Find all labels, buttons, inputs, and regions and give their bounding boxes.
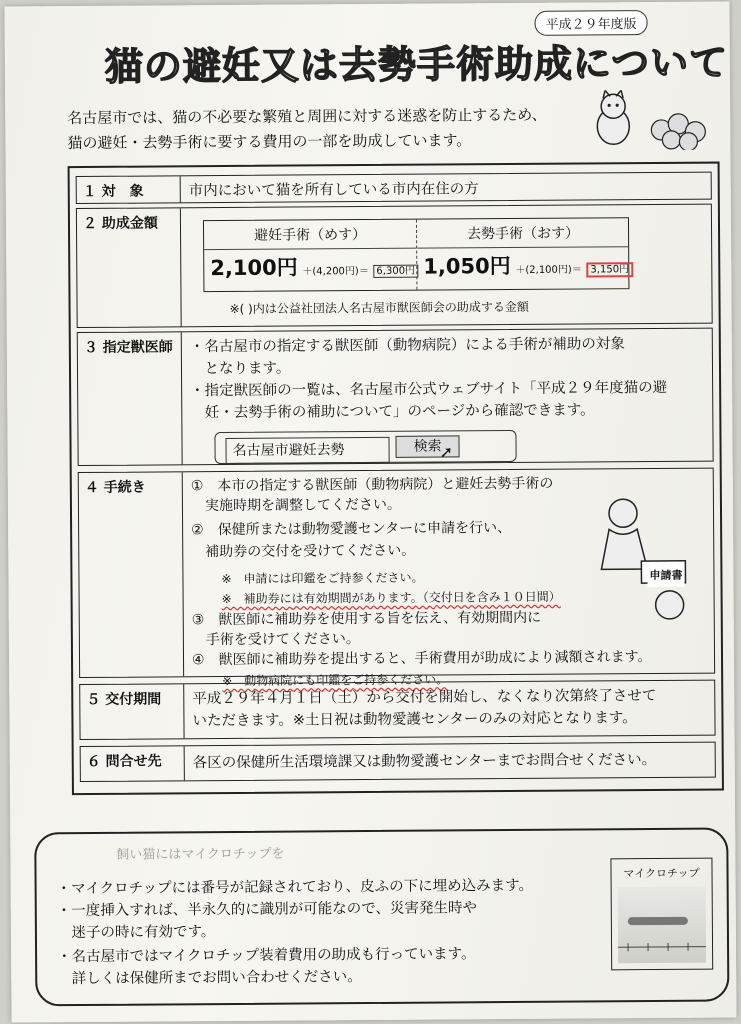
vets-line-1: ・名古屋市の指定する獣医師（動物病院）による手術が補助の対象 (189, 336, 625, 356)
flyer-page (4, 1, 736, 1022)
fee-footnote: ※( )内は公益社団法人名古屋市獣医師会の助成する金額 (229, 299, 529, 316)
search-button[interactable]: 検索 (395, 435, 459, 457)
fee-male-amount: 1,050円 (423, 254, 511, 279)
subsidy-cell (189, 209, 705, 316)
fee-female-extra: ＋(4,200円)＝ (302, 266, 369, 278)
intro-line-1: 名古屋市では、猫の不必要な繁殖と周囲に対する迷惑を防止するため、 (67, 105, 547, 128)
step-2-line-1: ② 保健所または動物愛護センターに申請を行い、 (191, 520, 512, 539)
note-seal: ※ 申請には印鑑をご持参ください。 (221, 570, 424, 587)
procedure-cell (190, 469, 707, 689)
search-bar (214, 430, 516, 464)
microchip-image-icon (618, 887, 707, 964)
info-table (68, 162, 724, 796)
vets-line-3: ・指定獣医師の一覧は、名古屋市公式ウェブサイト「平成２９年度猫の避 (190, 379, 668, 400)
microchip-bullet-1: ・マイクロチップには番号が記録されており、皮ふの下に埋め込みます。 (56, 877, 533, 898)
cat-illustration-icon (583, 90, 713, 151)
row-target-text: 市内において猫を所有している市内在住の方 (188, 181, 479, 200)
step-3-line-2: 手術を受けてください。 (191, 631, 360, 649)
row-vets (77, 328, 714, 466)
step-1-line-1: ① 本市の指定する獣医師（動物病院）と避妊去勢手術の (190, 475, 554, 495)
microchip-bullet-5: 詳しくは保健所までお問い合わせください。 (57, 969, 362, 988)
vets-line-2: となります。 (189, 360, 291, 378)
cursor-icon: ➚ (439, 442, 454, 462)
note-clinic-seal: ※ 動物病院にも印鑑をご持参ください。 (222, 672, 449, 689)
page-title: 猫の避妊又は去勢手術助成について (104, 40, 729, 89)
row-procedure (78, 468, 715, 689)
intro-text (67, 102, 587, 156)
row-period (79, 680, 715, 740)
microchip-photo (610, 858, 713, 971)
row-vets-label: ３ 指定獣医師 (78, 332, 183, 465)
fee-male-header: 去勢手術（おす） (467, 225, 580, 243)
fee-female (204, 220, 416, 291)
row-contact-label: ６ 問合せ先 (81, 746, 185, 781)
period-cell (192, 685, 708, 733)
row-procedure-label: ４ 手続き (79, 472, 184, 677)
fee-table (203, 217, 629, 292)
fee-male-extra: ＋(2,100円)＝ (515, 264, 582, 276)
intro-line-2: 猫の避妊・去勢手術に要する費用の一部を助成しています。 (67, 131, 472, 153)
fee-male (416, 218, 629, 289)
row-target-label: １ 対 象 (77, 176, 181, 203)
note-validity: ※ 補助券には有効期間があります。（交付日を含み１０日間） (221, 589, 561, 607)
row-contact (80, 742, 716, 782)
vets-cell (189, 333, 707, 462)
fee-male-total: 3,150円 (586, 262, 633, 277)
search-input[interactable]: 名古屋市避妊去勢 (225, 437, 389, 464)
vets-line-4: 妊・去勢手術の補助について」のページから確認できます。 (190, 402, 595, 422)
microchip-bullet-2: ・一度挿入すれば、半永久的に識別が可能なので、災害発生時や (56, 900, 478, 920)
row-target (76, 172, 712, 204)
step-3-line-1: ③ 獣医師に補助券を使用する旨を伝え、有効期間内に (191, 609, 542, 629)
fee-female-amount: 2,100円 (210, 255, 298, 281)
edition-badge: 平成２９年度版 (535, 10, 648, 36)
fee-female-total: 6,300円 (373, 265, 418, 278)
microchip-bullet-4: ・名古屋市ではマイクロチップ装着費用の助成も行っています。 (57, 946, 476, 966)
step-2-line-2: 補助券の交付を受けてください。 (191, 542, 416, 561)
microchip-bullet-3: 迷子の時に有効です。 (56, 924, 216, 942)
row-contact-text: 各区の保健所生活環境課又は動物愛護センターまでお問合せください。 (192, 752, 657, 772)
microchip-photo-label: マイクロチップ (623, 866, 700, 881)
period-line-1: 平成２９年４月１日（土）から交付を開始し、なくなり次第終了させて (192, 688, 657, 708)
step-1-line-2: 実施時期を調整してください。 (190, 496, 402, 515)
microchip-heading: 飼い猫にはマイクロチップを (116, 846, 285, 863)
form-label: 申請書 (647, 565, 684, 587)
row-subsidy (76, 204, 713, 328)
row-period-label: ５ 交付期間 (80, 684, 184, 739)
period-line-2: いただきます。※土日祝は動物愛護センターのみの対応となります。 (192, 710, 637, 730)
step-4: ④ 獣医師に補助券を提出すると、手術費用が助成により減額されます。 (191, 649, 652, 669)
row-subsidy-label: ２ 助成金額 (77, 208, 182, 327)
microchip-box (34, 828, 729, 1007)
fee-female-header: 避妊手術（めす） (254, 227, 367, 244)
